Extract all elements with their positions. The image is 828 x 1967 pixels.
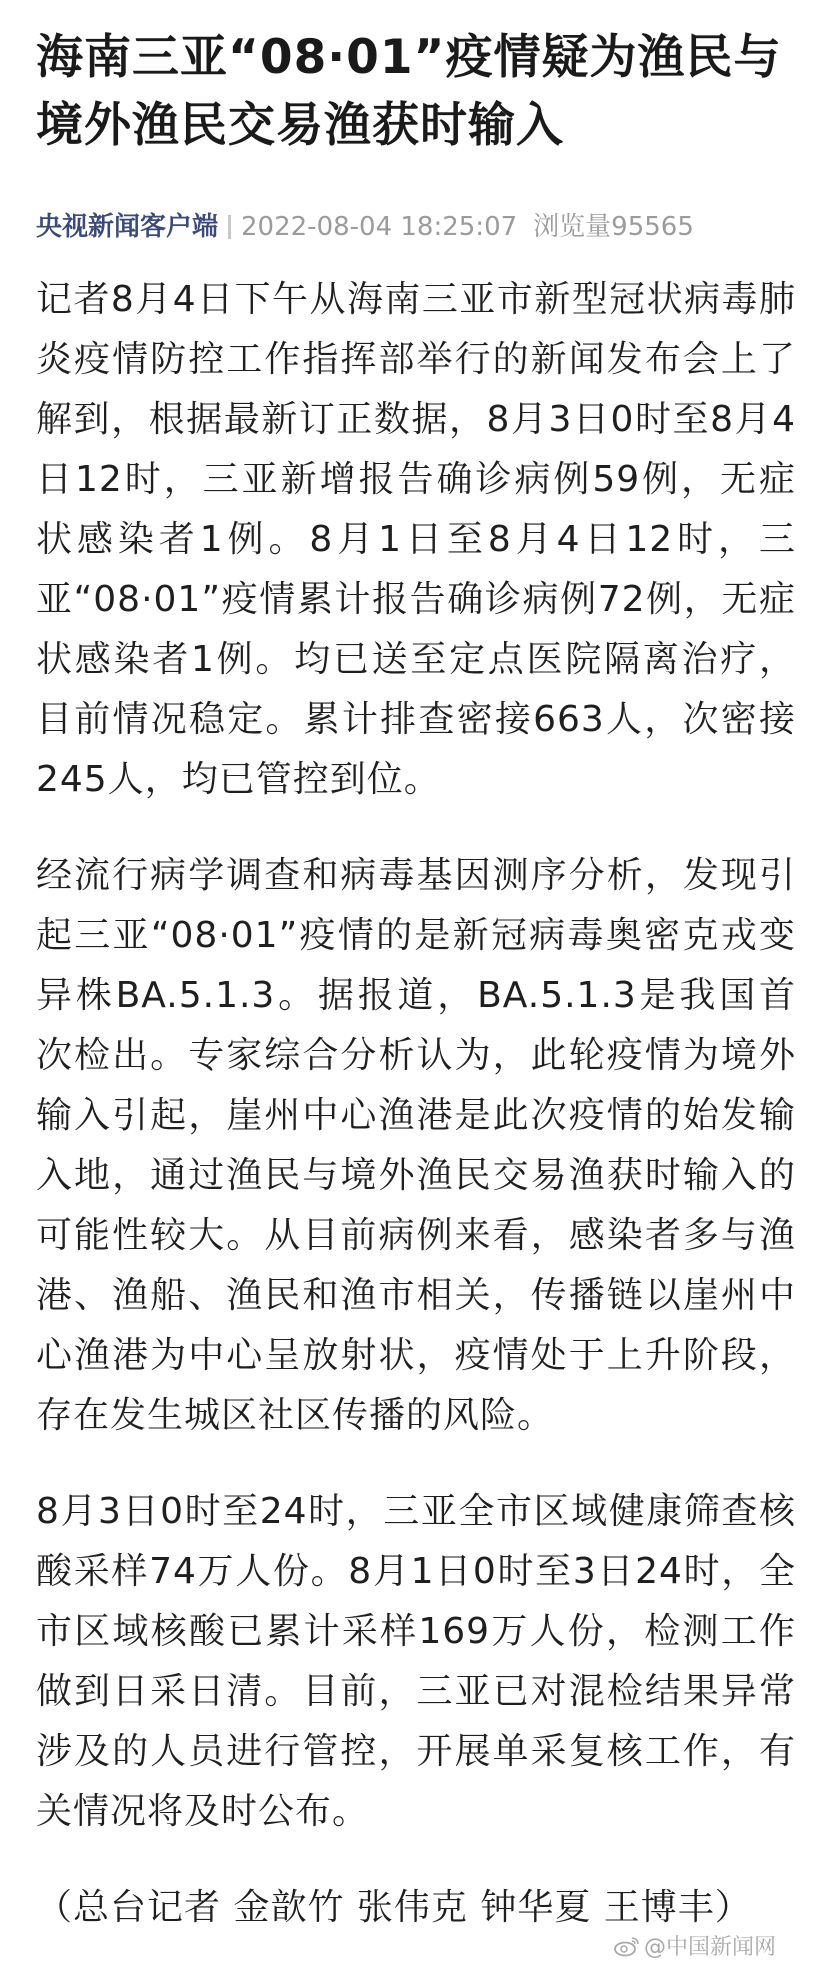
article-meta [36, 210, 796, 244]
paragraph-3: 8月3日0时至24时，三亚全市区域健康筛查核酸采样74万人份。8月1日0时至3日24时，全市区域核酸已累计采样169万人份，检测工作做到日采日清。目前，三亚已对混检结果异常涉及的人员进行管控，开展单采复核工作，有关情况将及时公布。 [36, 1491, 796, 1832]
article [36, 24, 796, 1938]
watermark-text: @中国新闻网 [643, 1935, 776, 1960]
meta-divider [228, 215, 231, 239]
reporter-credit: （总台记者 金歆竹 张伟克 钟华夏 王博丰） [36, 1887, 752, 1928]
paragraph-1: 记者8月4日下午从海南三亚市新型冠状病毒肺炎疫情防控工作指挥部举行的新闻发布会上了解到，根据最新订正数据，8月3日0时至8月4日12时，三亚新增报告确诊病例59例，无症状感染者1例。8月1日至8月4日12时，三亚“08·01”疫情累计报告确诊病例72例，无症状感染者1例。均已送至定点医院隔离治疗，目前情况稳定。累计排查密接663人，次密接245人，均已管控到位。 [36, 279, 796, 800]
watermark [614, 1930, 776, 1961]
weibo-logo-icon [614, 1935, 640, 1957]
source-link[interactable]: 央视新闻客户端 [36, 212, 219, 242]
article-title: 海南三亚“08·01”疫情疑为渔民与境外渔民交易渔获时输入 [36, 30, 782, 153]
view-count: 浏览量95565 [533, 212, 694, 242]
publish-datetime: 2022-08-04 18:25:07 [241, 212, 518, 242]
paragraph-2: 经流行病学调查和病毒基因测序分析，发现引起三亚“08·01”疫情的是新冠病毒奥密克戎变异株BA.5.1.3。据报道，BA.5.1.3是我国首次检出。专家综合分析认为，此轮疫情为境外输入引起，崖州中心渔港是此次疫情的始发输入地，通过渔民与境外渔民交易渔获时输入的可能性较大。从目前病例来看，感染者多与渔港、渔船、渔民和渔市相关，传播链以崖州中心渔港为中心呈放射状，疫情处于上升阶段，存在发生城区社区传播的风险。 [36, 855, 796, 1436]
